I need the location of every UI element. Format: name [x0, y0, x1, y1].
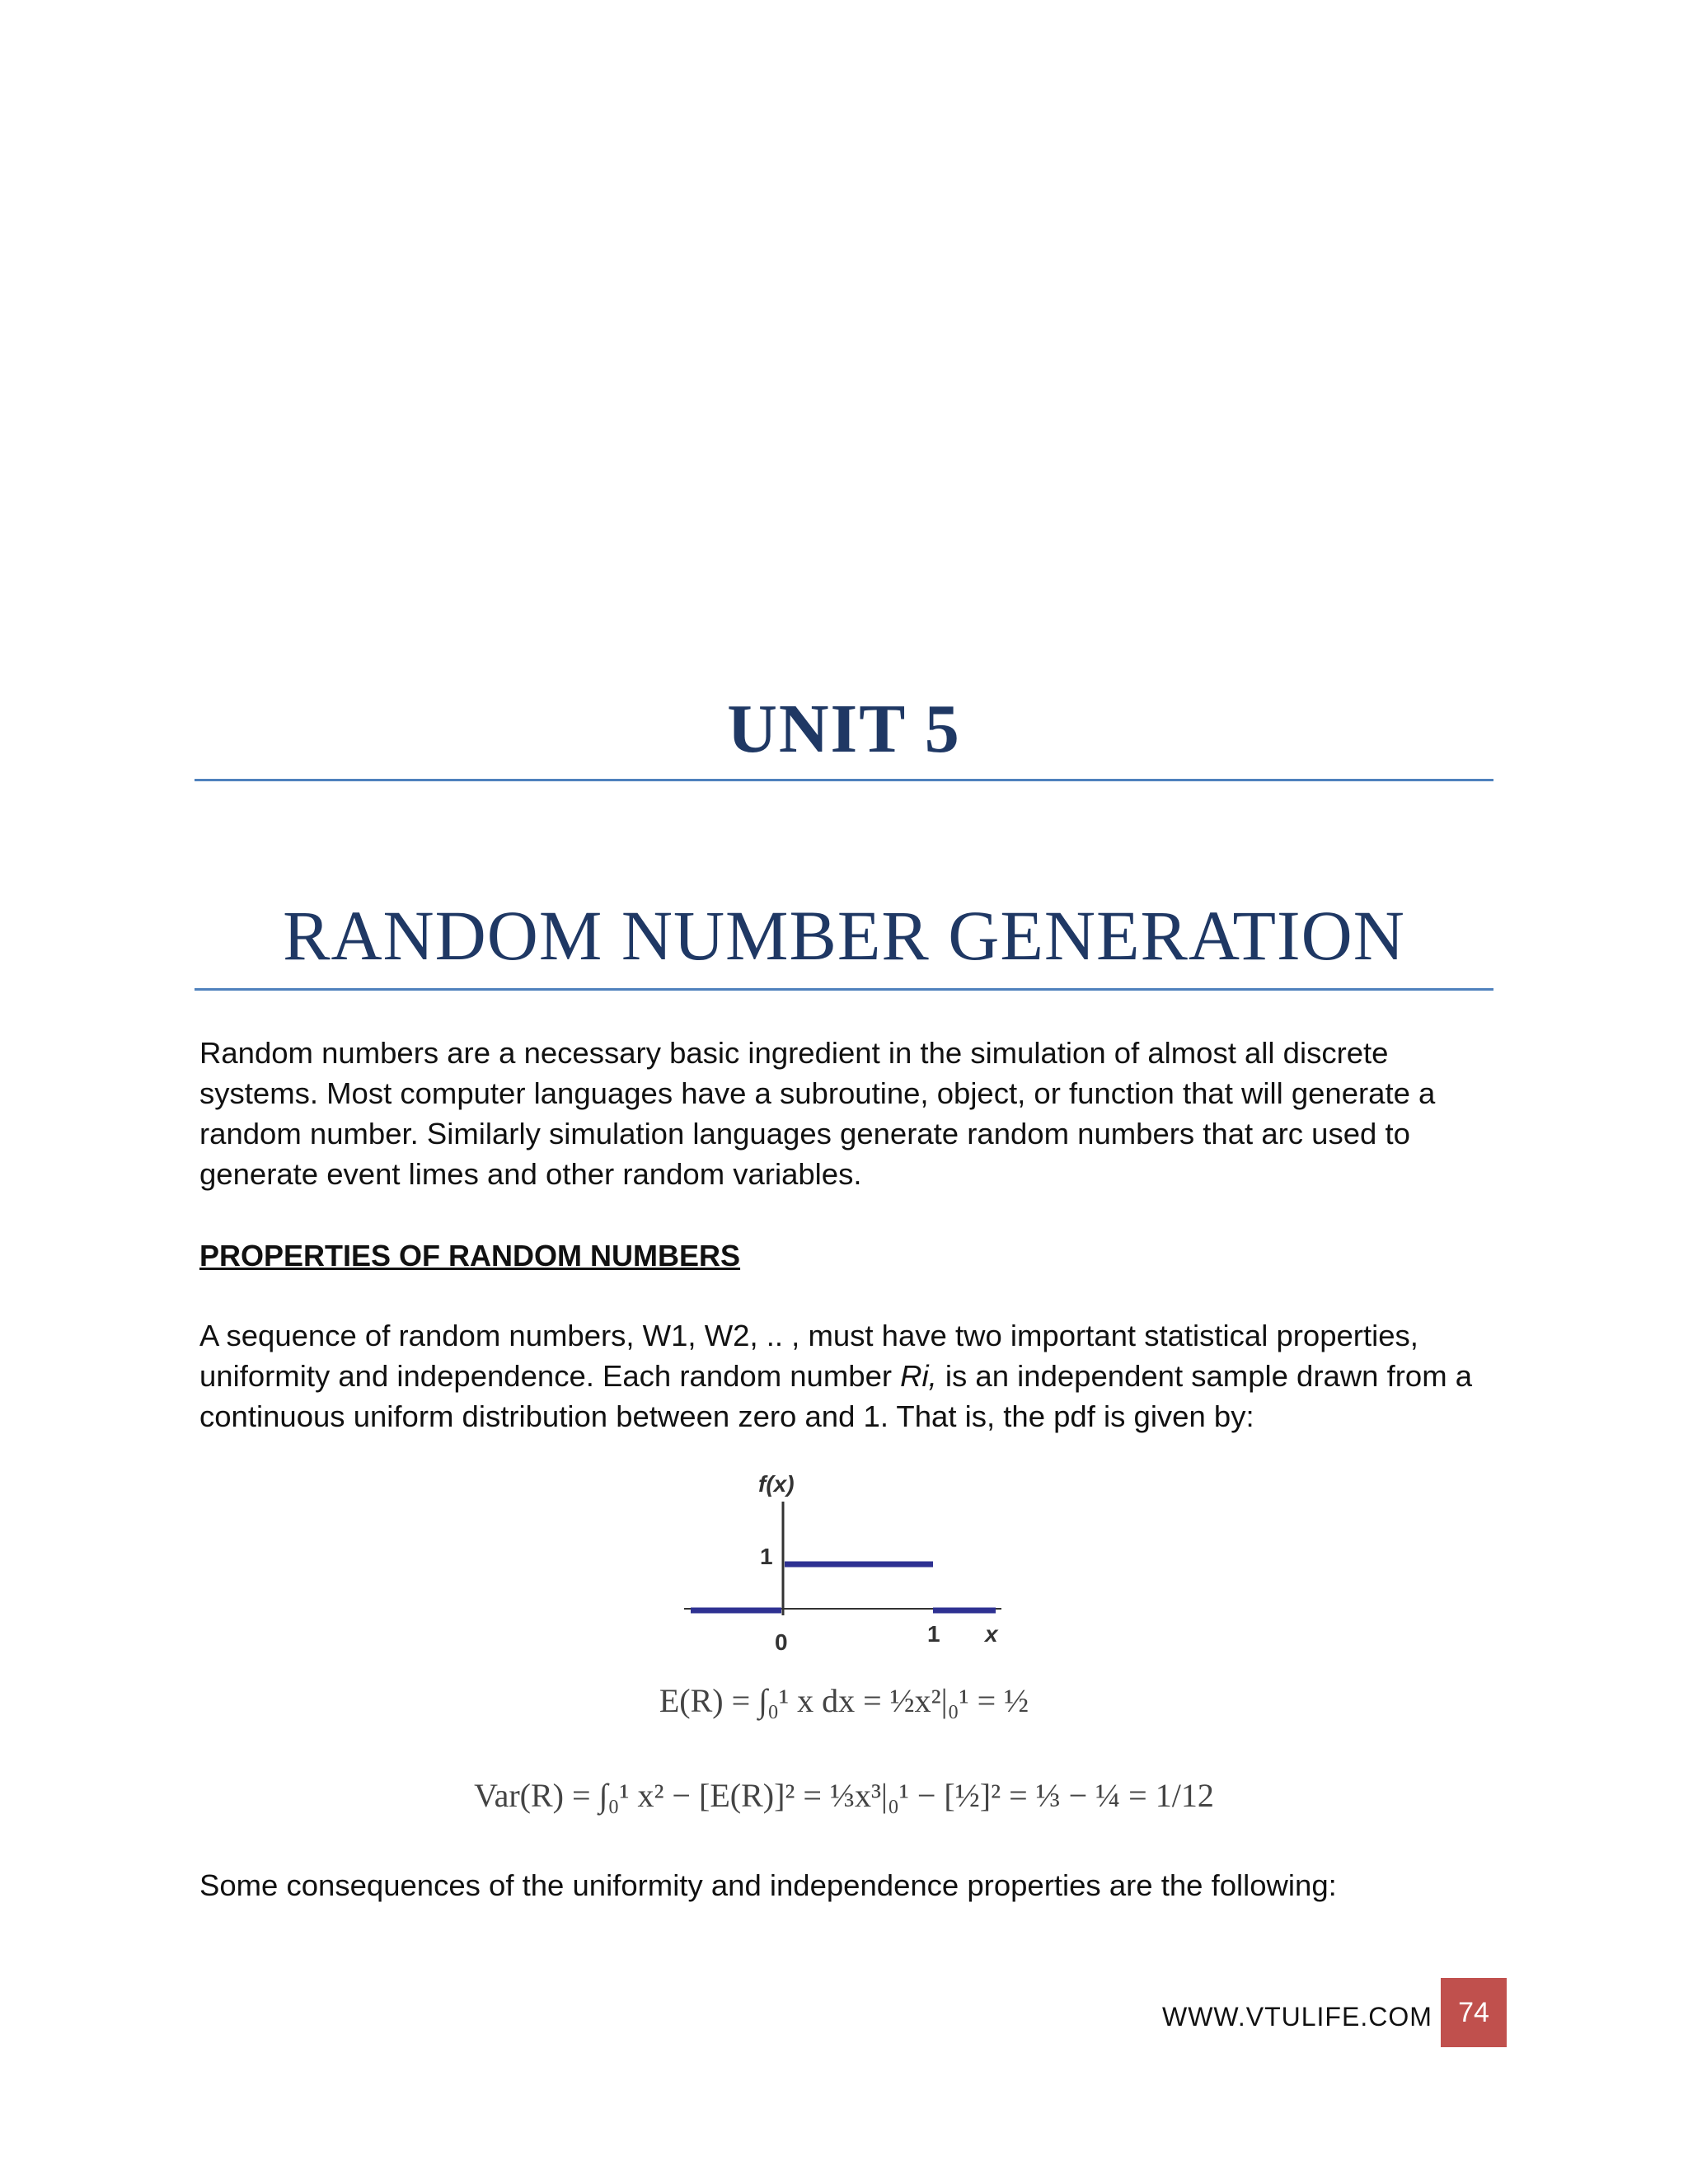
properties-text-a: A sequence of random numbers, W1, W2, .. , must have two important statistical properties, uniformity and independence. Each random number	[199, 1319, 1418, 1393]
section-heading: PROPERTIES OF RANDOM NUMBERS	[199, 1239, 741, 1272]
properties-paragraph	[199, 1315, 1502, 1436]
chapter-title: RANDOM NUMBER GENERATION	[283, 896, 1405, 975]
uniform-pdf-figure	[659, 1467, 1039, 1665]
intro-paragraph: Random numbers are a necessary basic ingredient in the simulation of almost all discrete systems. Most computer languages have a subroutine, object, or function that will generate a random number. Similarly simulation languages generate random numbers that arc used to generate event limes and other random variables.	[199, 1036, 1436, 1191]
unit-title: UNIT 5	[727, 691, 961, 767]
properties-text-b: is an independent sample drawn from a continuous uniform distribution between zero and 1. That is, the pdf is given by:	[199, 1359, 1473, 1433]
title-divider	[195, 779, 1493, 781]
expectation-equation	[0, 1681, 1688, 1720]
x-tick-1: 1	[927, 1621, 940, 1647]
x-tick-0: 0	[775, 1629, 788, 1655]
y-axis-label: f(x)	[758, 1471, 795, 1497]
x-axis-label: x	[985, 1621, 998, 1647]
y-tick-label: 1	[760, 1544, 773, 1569]
variance-equation	[0, 1776, 1688, 1815]
page-number-badge: 74	[1441, 1978, 1507, 2047]
chapter-divider	[195, 988, 1493, 991]
variance-text: Var(R) = ∫₀¹ x² − [E(R)]² = ⅓x³|₀¹ − [½]² = ⅓ − ¼ = 1/12	[474, 1777, 1214, 1814]
closing-paragraph: Some consequences of the uniformity and independence properties are the following:	[199, 1868, 1337, 1902]
properties-text-em: Ri,	[900, 1359, 937, 1393]
footer-site-link[interactable]: WWW.VTULIFE.COM	[1162, 2002, 1432, 2032]
expectation-text: E(R) = ∫₀¹ x dx = ½x²|₀¹ = ½	[659, 1682, 1029, 1719]
